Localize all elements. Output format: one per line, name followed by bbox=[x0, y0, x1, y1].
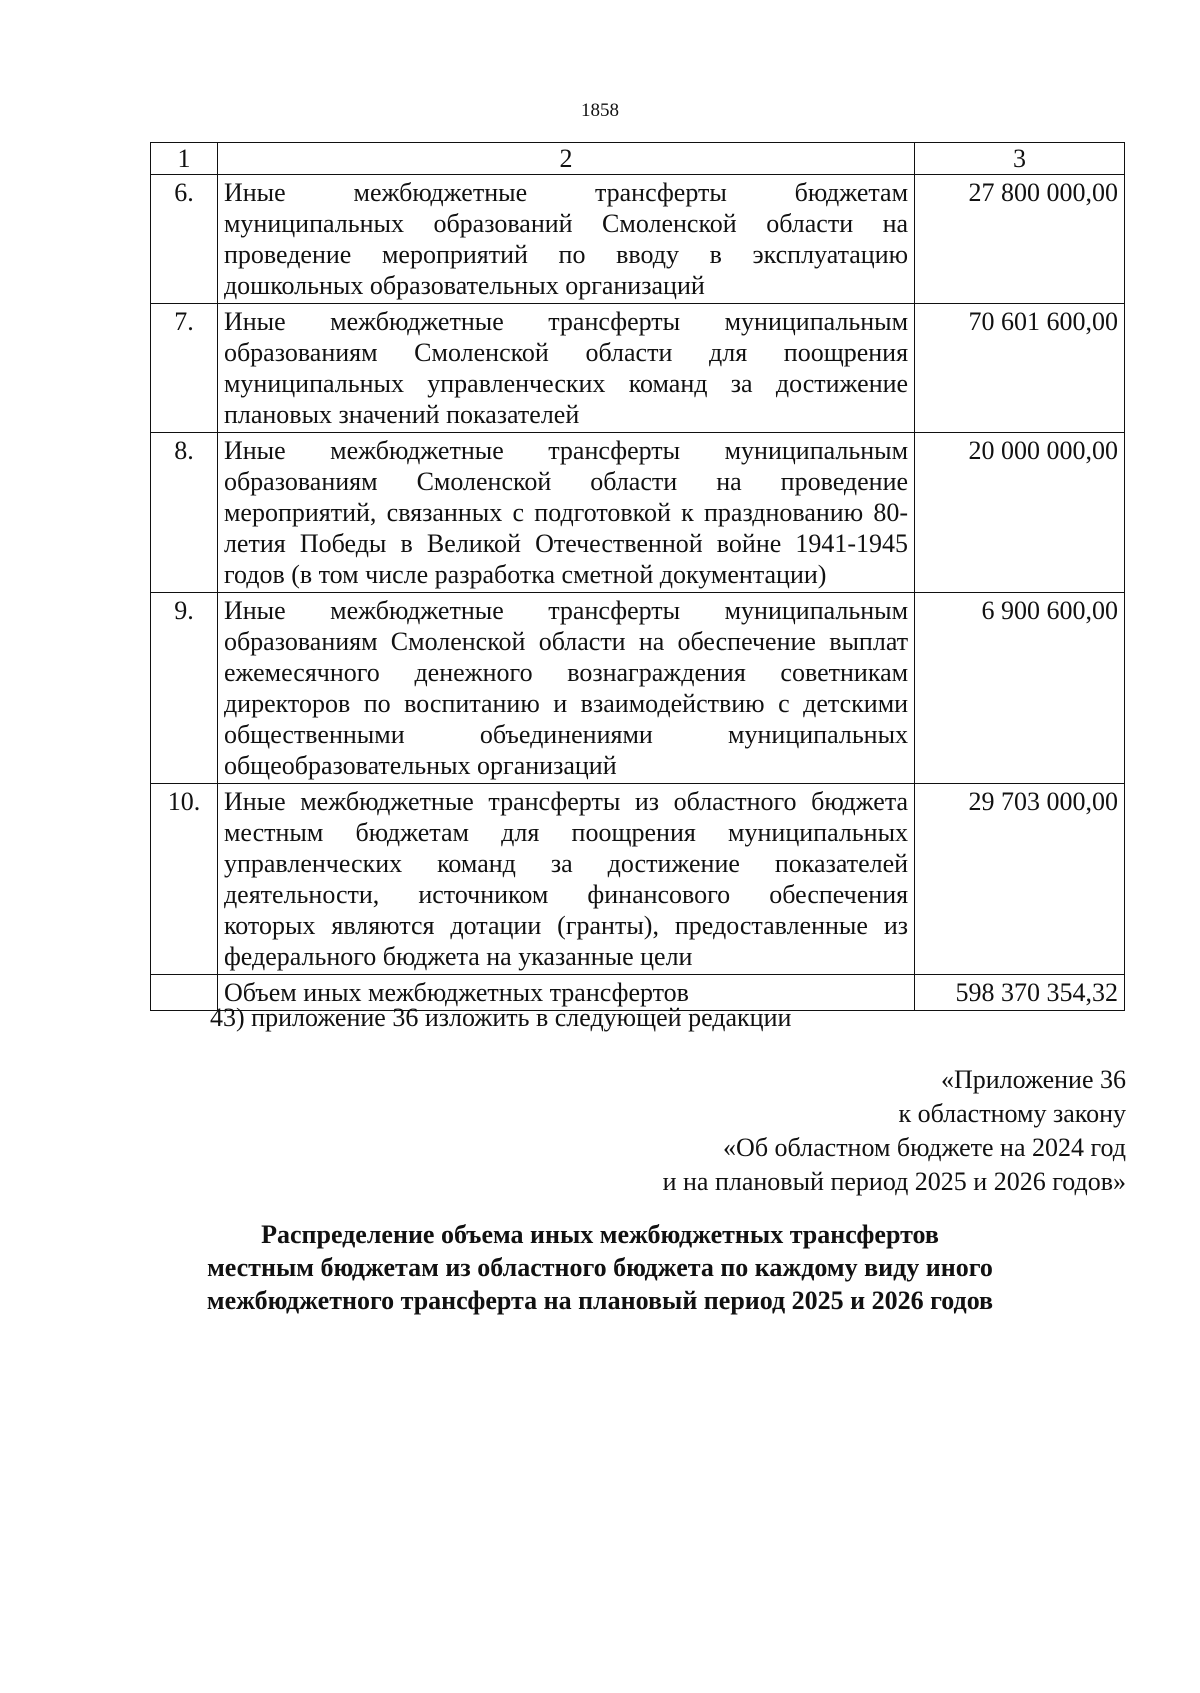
transfers-table bbox=[150, 142, 1125, 1011]
column-header-description: 2 bbox=[217, 143, 914, 175]
total-number bbox=[151, 975, 218, 1011]
page-number: 1858 bbox=[581, 100, 619, 121]
total-amount: 598 370 354,32 bbox=[915, 975, 1125, 1011]
amendment-instruction: 43) приложение 36 изложить в следующей редакции bbox=[210, 1003, 792, 1032]
row-amount: 6 900 600,00 bbox=[915, 593, 1125, 784]
heading-line: местным бюджетам из областного бюджета по каждому виду иного bbox=[207, 1253, 993, 1282]
row-number: 9. bbox=[151, 593, 218, 784]
appendix-line: «Об областном бюджете на 2024 год bbox=[723, 1133, 1126, 1162]
row-description: Иные межбюджетные трансферты муниципальным образованиям Смоленской области для поощрения муниципальных управленческих команд за достижение плановых значений показателей bbox=[217, 304, 914, 433]
row-number: 7. bbox=[151, 304, 218, 433]
column-header-amount: 3 bbox=[915, 143, 1125, 175]
appendix-line: «Приложение 36 bbox=[940, 1065, 1126, 1094]
appendix-line: к областному закону bbox=[898, 1099, 1126, 1128]
table-header-row bbox=[151, 143, 1125, 175]
row-amount: 29 703 000,00 bbox=[915, 784, 1125, 975]
row-description: Иные межбюджетные трансферты из областного бюджета местным бюджетам для поощрения муниципальных управленческих команд за достижение показателей деятельности, источником финансового обеспечения которых являются дотации (гранты), предоставленные из федерального бюджета на указанные цели bbox=[217, 784, 914, 975]
appendix-reference bbox=[663, 1063, 1126, 1199]
table-row bbox=[151, 593, 1125, 784]
row-description: Иные межбюджетные трансферты муниципальным образованиям Смоленской области на проведение мероприятий, связанных с подготовкой к празднованию 80-летия Победы в Великой Отечественной войне 1941-1945 годов (в том числе разработка сметной документации) bbox=[217, 433, 914, 593]
table-row bbox=[151, 304, 1125, 433]
heading-line: межбюджетного трансферта на плановый период 2025 и 2026 годов bbox=[206, 1286, 994, 1315]
table-row bbox=[151, 784, 1125, 975]
total-label: Объем иных межбюджетных трансфертов bbox=[217, 975, 914, 1011]
table-row bbox=[151, 175, 1125, 304]
row-amount: 20 000 000,00 bbox=[915, 433, 1125, 593]
row-amount: 27 800 000,00 bbox=[915, 175, 1125, 304]
row-description: Иные межбюджетные трансферты бюджетам муниципальных образований Смоленской области на проведение мероприятий по вводу в эксплуатацию дошкольных образовательных организаций bbox=[217, 175, 914, 304]
row-description: Иные межбюджетные трансферты муниципальным образованиям Смоленской области на обеспечение выплат ежемесячного денежного вознаграждения советникам директоров по воспитанию и взаимодействию с детскими общественными объединениями муниципальных общеобразовательных организаций bbox=[217, 593, 914, 784]
section-heading bbox=[0, 1218, 1200, 1317]
row-number: 10. bbox=[151, 784, 218, 975]
row-amount: 70 601 600,00 bbox=[915, 304, 1125, 433]
table-row bbox=[151, 433, 1125, 593]
column-header-number: 1 bbox=[151, 143, 218, 175]
row-number: 6. bbox=[151, 175, 218, 304]
row-number: 8. bbox=[151, 433, 218, 593]
heading-line: Распределение объема иных межбюджетных трансфертов bbox=[261, 1220, 939, 1249]
appendix-line: и на плановый период 2025 и 2026 годов» bbox=[662, 1167, 1126, 1196]
